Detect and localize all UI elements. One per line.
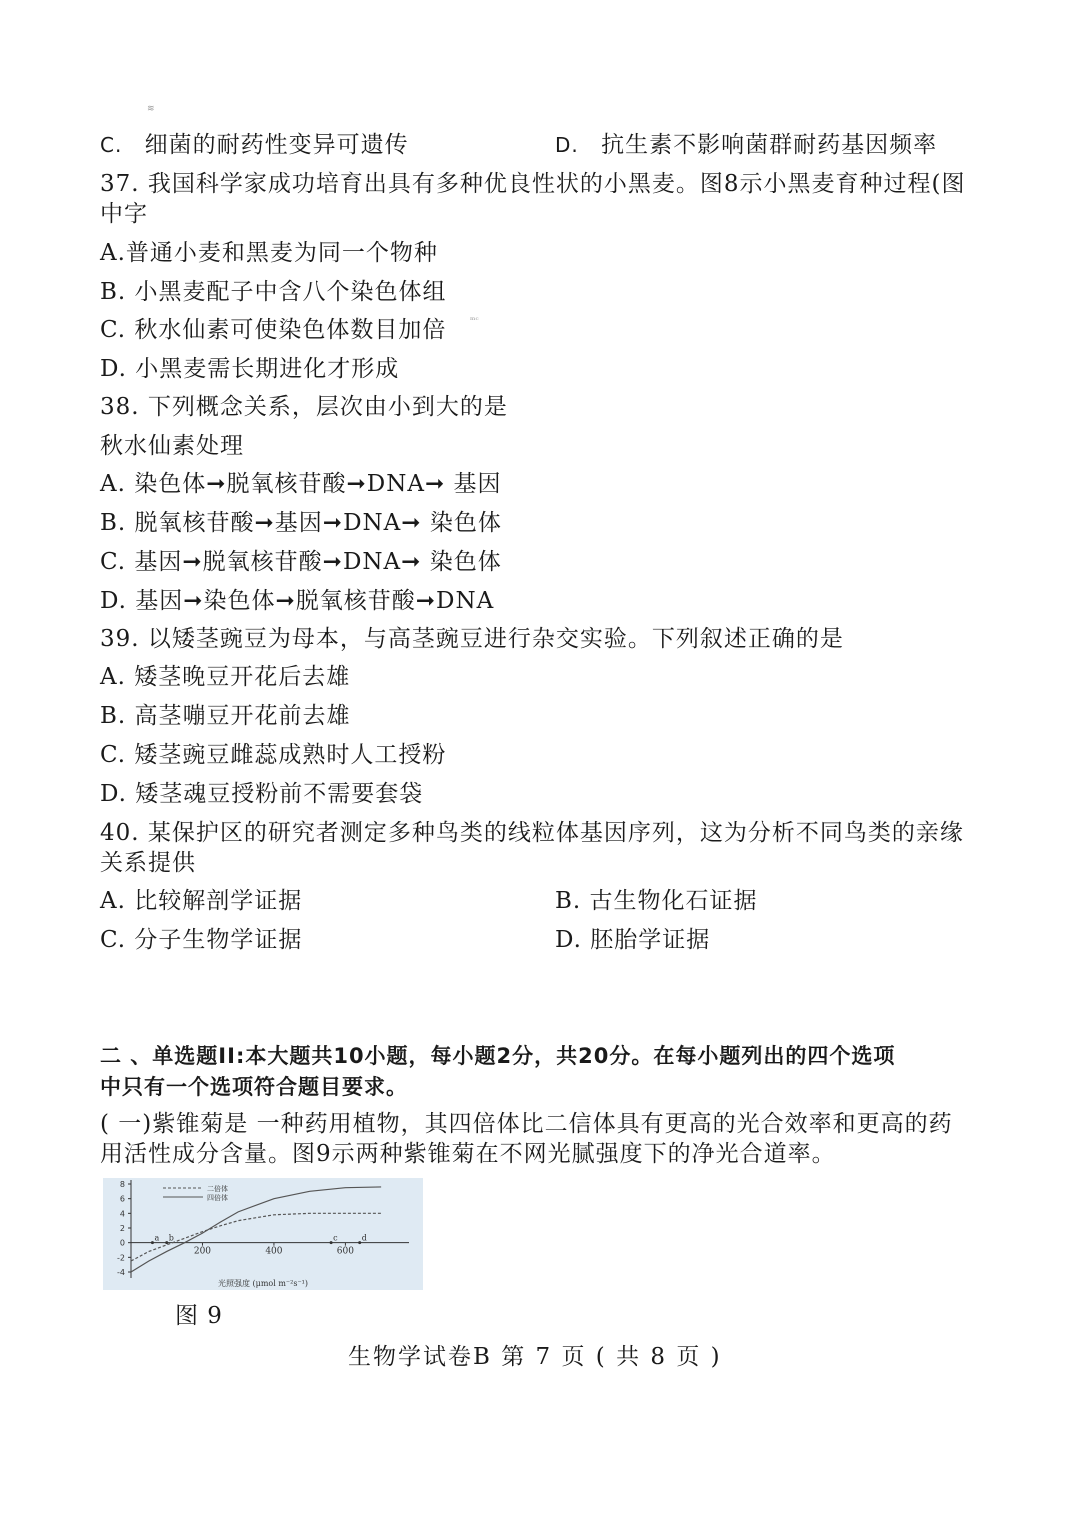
- page-footer: 生物学试卷B 第 7 页 ( 共 8 页 ): [348, 1344, 722, 1370]
- q38-option-b: B. 脱氧核苷酸➞基因➞DNA➞ 染色体: [100, 510, 502, 536]
- scan-artifact: ≋: [147, 104, 155, 114]
- figure-caption: 图 9: [175, 1303, 223, 1329]
- q38-option-d: D. 基因➞染色体➞脱氧核苷酸➞DNA: [100, 588, 495, 614]
- x-tick-label: 600: [336, 1246, 354, 1257]
- x-axis-label: 光照强度 (μmol m⁻²s⁻¹): [217, 1279, 309, 1288]
- point-label: b: [168, 1233, 174, 1243]
- q39-option-c: C. 矮茎豌豆雌蕊成熟时人工授粉: [100, 742, 447, 768]
- point-label: d: [361, 1233, 367, 1243]
- q38-option-c: C. 基因➞脱氧核苷酸➞DNA➞ 染色体: [100, 549, 502, 575]
- passage-intro-cont: 用活性成分含量。图9示两种紫锥菊在不网光腻强度下的净光合道率。: [100, 1141, 836, 1167]
- q40-stem: 40. 某保护区的研究者测定多种鸟类的线粒体基因序列，这为分析不同鸟类的亲缘: [100, 820, 964, 846]
- legend-label: 四倍体: [207, 1194, 228, 1202]
- point-label: a: [154, 1233, 160, 1243]
- section-heading: 二 、单选题II:本大题共10小题，每小题2分，共20分。在每小题列出的四个选项: [100, 1044, 896, 1068]
- chart-background: [103, 1178, 423, 1290]
- q40-option-b: B. 古生物化石证据: [555, 888, 758, 914]
- q36-option-c: C. 细菌的耐药性变异可遗传: [100, 132, 409, 158]
- y-tick-label: -2: [117, 1253, 125, 1263]
- q39-stem: 39. 以矮茎豌豆为母本，与高茎豌豆进行杂交实验。下列叙述正确的是: [100, 626, 844, 652]
- q37-option-a: A.普通小麦和黑麦为同一个物种: [100, 240, 438, 266]
- section-heading-cont: 中只有一个选项符合题目要求。: [100, 1075, 408, 1099]
- figure-9-chart: [103, 1178, 423, 1290]
- q36-option-d: D. 抗生素不影响菌群耐药基因频率: [555, 132, 938, 158]
- q39-option-a: A. 矮茎晚豆开花后去雄: [100, 664, 351, 690]
- q37-stem-cont: 中字: [100, 201, 148, 227]
- y-tick-label: -4: [117, 1268, 125, 1277]
- y-tick-label: 0: [119, 1238, 125, 1248]
- q40-stem-cont: 关系提供: [100, 850, 196, 876]
- q40-option-d: D. 胚胎学证据: [555, 927, 711, 953]
- point-label: c: [333, 1233, 338, 1243]
- legend-label: 二倍体: [207, 1185, 228, 1193]
- q37-option-d: D. 小黑麦需长期进化才形成: [100, 356, 400, 382]
- q38-stray-text: 秋水仙素处理: [100, 433, 244, 459]
- q37-option-c: C. 秋水仙素可使染色体数目加倍: [100, 317, 447, 343]
- q39-option-b: B. 高茎嘣豆开花前去雄: [100, 703, 351, 729]
- passage-intro: ( 一)紫锥菊是 一种药用植物，其四倍体比二信体具有更高的光合效率和更高的药: [100, 1111, 953, 1137]
- y-tick-label: 8: [119, 1180, 125, 1189]
- q40-option-a: A. 比较解剖学证据: [100, 888, 303, 914]
- y-tick-label: 6: [119, 1194, 125, 1204]
- y-tick-label: 2: [119, 1224, 125, 1233]
- x-tick-label: 200: [193, 1246, 212, 1257]
- q37-stem: 37. 我国科学家成功培育出具有多种优良性状的小黑麦。图8示小黑麦育种过程(图: [100, 171, 966, 197]
- q39-option-d: D. 矮茎魂豆授粉前不需要套袋: [100, 781, 424, 807]
- x-tick-label: 400: [265, 1246, 283, 1257]
- q40-option-c: C. 分子生物学证据: [100, 927, 303, 953]
- q38-option-a: A. 染色体➞脱氧核苷酸➞DNA➞ 基因: [100, 471, 502, 497]
- scan-artifact: ᵐᶜ: [470, 316, 479, 326]
- y-tick-label: 4: [119, 1209, 125, 1219]
- q38-stem: 38. 下列概念关系，层次由小到大的是: [100, 394, 508, 420]
- q37-option-b: B. 小黑麦配子中含八个染色体组: [100, 279, 447, 305]
